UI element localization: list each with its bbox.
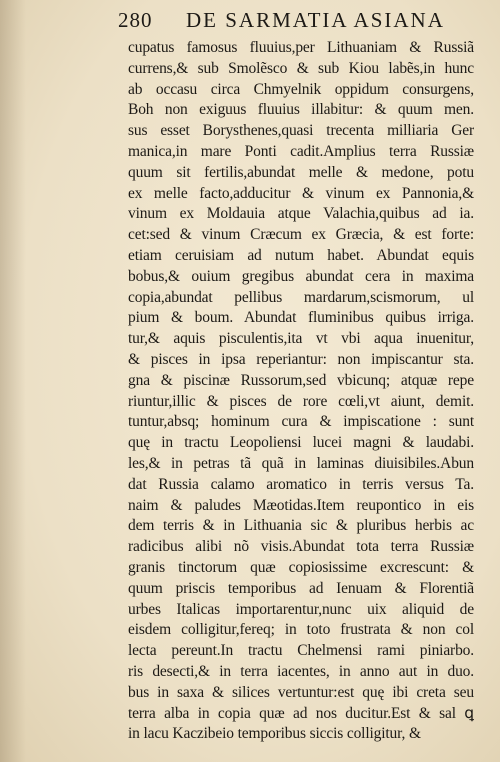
text-line: bus in saxa & silices vertuntur:est quę ibi creta seu: [128, 683, 474, 701]
text-line: riuntur,illic & pisces de rore cœli,vt aiunt, demit.: [128, 392, 474, 410]
text-line: gna & piscinæ Russorum,sed vbicunq; atquæ repe: [128, 371, 474, 389]
body-text: [128, 38, 474, 745]
text-line: cet:sed & vinum Cræcum ex Græcia, & est forte:: [128, 226, 474, 244]
text-line: quum sit fertilis,abundat melle & medone, potu: [128, 163, 474, 181]
gutter-shadow: [0, 0, 26, 762]
text-line: ex melle facto,adducitur & vinum ex Pannonia,&: [128, 184, 474, 202]
text-line: currens,& sub Smolẽsco & sub Kiou labẽs,in hunc: [128, 59, 474, 77]
text-line: dat Russia calamo aromatico in terris versus Ta.: [128, 475, 474, 493]
running-head: DE SARMATIA ASIANA: [186, 8, 445, 32]
text-line: sus esset Borysthenes,quasi trecenta milliaria Ger: [128, 122, 474, 140]
text-line: Boh non exiguus fluuius illabitur: & quum men.: [128, 101, 474, 119]
text-line: quum priscis temporibus ad Ienuam & Florentiã: [128, 579, 474, 597]
text-line: radicibus alibi nõ visis.Abundat tota terra Russiæ: [128, 538, 474, 556]
text-line: lecta pereunt.In tractu Chelmensi rami piniarbo.: [128, 642, 474, 660]
text-line: quę in tractu Leopoliensi lucei magni & laudabi.: [128, 434, 474, 452]
text-line: granis tinctorum quæ copiosissime excrescunt: &: [128, 558, 474, 576]
text-line: dem terris & in Lithuania sic & pluribus herbis ac: [128, 517, 474, 535]
text-line: terra alba in copia quæ ad nos ducitur.Est & sal ꝗ: [128, 704, 474, 722]
text-line: cupatus famosus fluuius,per Lithuaniam & Russiã: [128, 39, 474, 56]
text-line: pium & boum. Abundat fluminibus quibus irriga.: [128, 309, 474, 327]
page-header: [118, 8, 478, 34]
text-line: tuntur,absq; hominum cura & impiscatione : sunt: [128, 413, 474, 431]
text-line: bobus,& ouium gregibus abundat cera in maxima: [128, 267, 474, 285]
text-line: ris desecti,& in terra iacentes, in anno aut in duo.: [128, 662, 474, 680]
text-line: naim & paludes Mæotidas.Item reupontico in eis: [128, 496, 474, 514]
text-line: copia,abundat pellibus mardarum,scismorum, ul: [128, 288, 474, 306]
text-line: vinum ex Moldauia atque Valachia,quibus ad ia.: [128, 205, 474, 223]
page-number: 280: [118, 8, 153, 32]
text-line: & pisces in ipsa reperiantur: non impiscantur sta.: [128, 350, 474, 368]
text-line: urbes Italicas importarentur,nunc uix aliquid de: [128, 600, 474, 618]
text-line: les,& in petras tã quã in laminas diuisibiles.Abun: [128, 454, 474, 472]
text-line: ab occasu circa Chmyelnik oppidum consurgens,: [128, 80, 474, 98]
text-line: manica,in mare Ponti cadit.Amplius terra Russiæ: [128, 142, 474, 160]
text-line: etiam ceruisiam ad nutum habet. Abundat equis: [128, 246, 474, 264]
text-line: eisdem colligitur,fereq; in toto frustrata & non col: [128, 621, 474, 639]
text-line: tur,& aquis pisculentis,ita vt vbi aqua inuenitur,: [128, 330, 474, 348]
text-line: in lacu Kaczibeio temporibus siccis colligitur, &: [128, 725, 421, 743]
